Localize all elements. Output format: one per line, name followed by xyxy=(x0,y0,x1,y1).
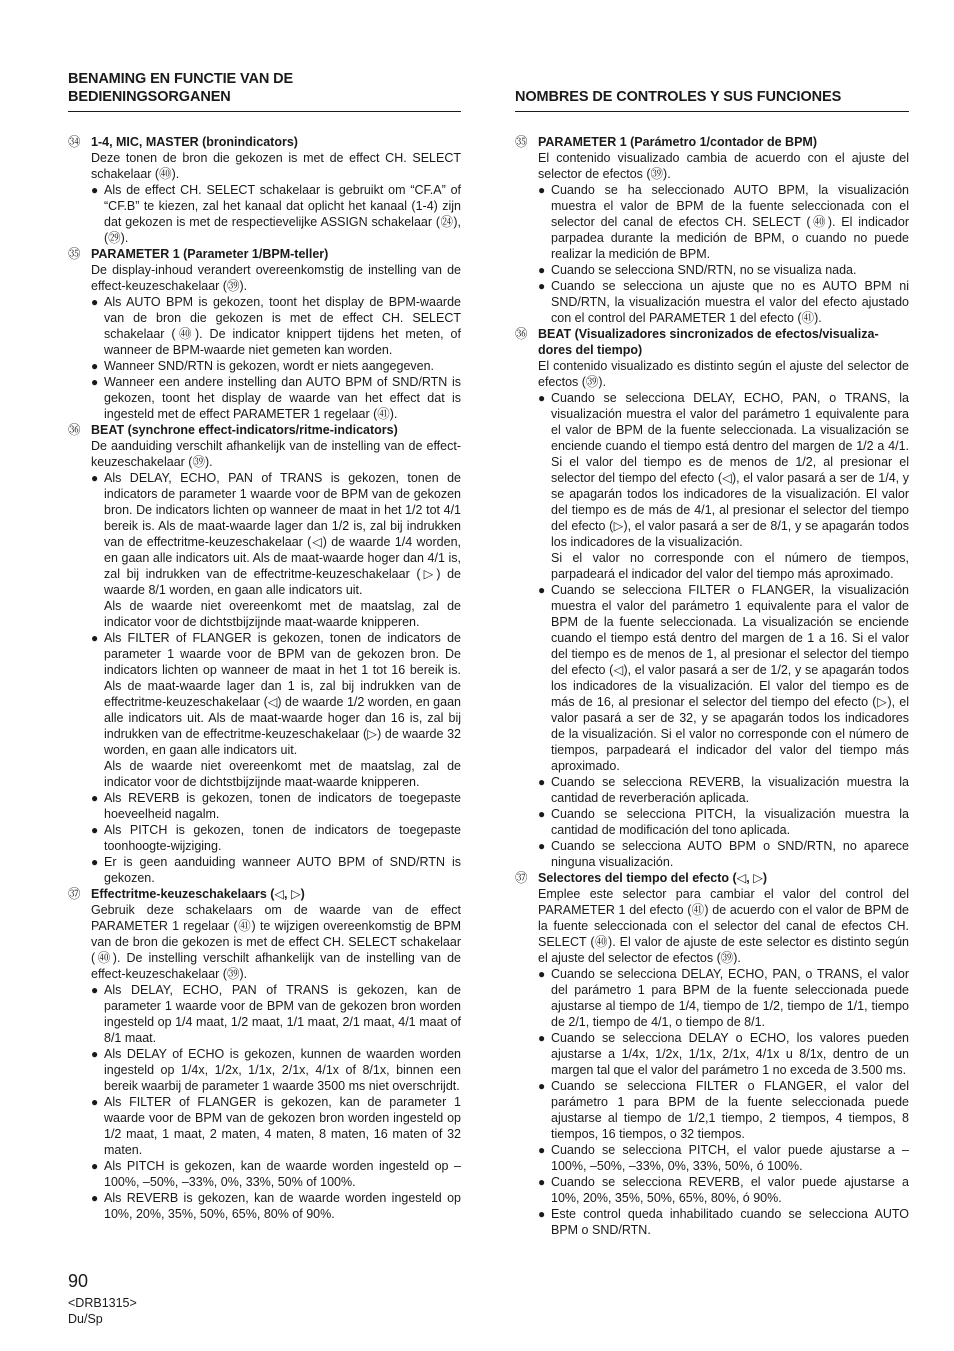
bullet-text: Cuando se selecciona FILTER o FLANGER, el valor del parámetro 1 para BPM de la fuente seleccionada puede ajustarse al tiempo de 1/2,1 tiempo, 2 tiempos, 4 tiempos, 8 tiempos, 16 tiempos, o 32 tiempos. xyxy=(551,1079,909,1141)
bullet-content xyxy=(104,822,461,854)
heading-line-1: BENAMING EN FUNCTIE VAN DE xyxy=(68,71,294,87)
heading-line-2: BEDIENINGSORGANEN xyxy=(68,89,231,105)
bullet-item xyxy=(91,1046,461,1094)
bullet-text: Cuando se selecciona DELAY o ECHO, los valores pueden ajustarse a 1/4x, 1/2x, 1/1x, 2/1x, 4/1x u 8/1x, dentro de un margen tal que el valor del parámetro 1 no exceda de 3.500 ms. xyxy=(551,1031,909,1077)
bullet-text: Cuando se selecciona AUTO BPM o SND/RTN, no aparece ninguna visualización. xyxy=(551,839,909,869)
section-title xyxy=(515,326,909,358)
bullet-extra-text: Als de waarde niet overeenkomt met de maatslag, zal de indicator voor de dichtstbijzijnde maat-waarde knipperen. xyxy=(104,599,461,629)
section-title-text: 1-4, MIC, MASTER (bronindicators) xyxy=(91,135,298,149)
section-paragraph: Deze tonen de bron die gekozen is met de effect CH. SELECT schakelaar (㊵). xyxy=(91,151,461,181)
bullet-dot-icon: ● xyxy=(538,1079,546,1093)
section-title-text: Effectritme-keuzeschakelaars (◁, ▷) xyxy=(91,887,305,901)
section-item xyxy=(515,326,909,870)
bullet-item xyxy=(91,358,461,374)
bullet-content xyxy=(551,262,909,278)
bullet-content xyxy=(551,774,909,806)
bullet-item xyxy=(538,838,909,870)
section-paragraph: Emplee este selector para cambiar el valor del control del PARAMETER 1 del efecto (㊶) de acuerdo con el valor de BPM de la fuente seleccionada con el selector del canal de efectos CH. SELECT (㊵). El valor de ajuste de este selector es distinto según el ajuste del selector de efectos (㊴). xyxy=(538,887,909,965)
bullet-content xyxy=(104,854,461,886)
section-number: ㉟ xyxy=(515,135,528,149)
bullet-content xyxy=(551,182,909,262)
bullet-dot-icon: ● xyxy=(538,1207,546,1221)
bullet-item xyxy=(538,1078,909,1142)
bullet-text: Cuando se selecciona DELAY, ECHO, PAN, o TRANS, el valor del parámetro 1 para BPM de la fuente seleccionada puede ajustarse al tiempo de 1/4, tiempo de 1/2, tiempo de 1/1, tiempo de 2/1, tiempo de 4/1, o tiempo de 8/1. xyxy=(551,967,909,1029)
bullet-content xyxy=(104,790,461,822)
bullet-dot-icon: ● xyxy=(538,583,546,597)
heading-line-2: NOMBRES DE CONTROLES Y SUS FUNCIONES xyxy=(515,89,842,105)
right-body xyxy=(515,134,909,1238)
bullet-text: Cuando se selecciona DELAY, ECHO, PAN, o TRANS, la visualización muestra el valor del parámetro 1 equivalente para el valor de BPM de la fuente seleccionada. La visualización se enciende cuando el tiempo está dentro del margen de 1/2 a 4/1. Si el valor del tiempo es de menos de 1/2, al presionar el selector del tiempo del efecto (◁), el valor pasará a ser de 1/4, y se apagarán todos los indicadores de la visualización. El valor del tiempo es de más de 4/1, al presionar el selector del tiempo del efecto (▷), el valor pasará a ser de 8/1, y se apagarán todos los indicadores de la visualización. xyxy=(551,391,909,549)
bullet-text: Er is geen aanduiding wanneer AUTO BPM of SND/RTN is gekozen. xyxy=(104,855,461,885)
bullet-item xyxy=(538,582,909,774)
bullet-content xyxy=(551,390,909,582)
bullet-content xyxy=(104,1190,461,1222)
bullet-text: Cuando se selecciona SND/RTN, no se visualiza nada. xyxy=(551,263,857,277)
bullet-extra-text: Als de waarde niet overeenkomt met de maatslag, zal de indicator voor de dichtstbijzijnde maat-waarde knipperen. xyxy=(104,759,461,789)
bullet-text: Als PITCH is gekozen, kan de waarde worden ingesteld op –100%, –50%, –33%, 0%, 33%, 50% of 100%. xyxy=(104,1159,461,1189)
bullet-item xyxy=(538,1030,909,1078)
bullet-dot-icon: ● xyxy=(91,1159,99,1173)
bullet-content xyxy=(551,966,909,1030)
bullet-content xyxy=(551,1174,909,1206)
section-title xyxy=(515,134,909,150)
bullet-text: Als AUTO BPM is gekozen, toont het display de BPM-waarde van de bron die gekozen is met de effect CH. SELECT schakelaar (㊵). De indicator knippert tijdens het meten, of wanneer de BPM-waarde niet gemeten kan worden. xyxy=(104,295,461,357)
bullet-item xyxy=(91,374,461,422)
bullet-item xyxy=(91,182,461,246)
section-title-text: Selectores del tiempo del efecto (◁, ▷) xyxy=(538,871,768,885)
section-item xyxy=(515,870,909,1238)
bullet-dot-icon: ● xyxy=(91,1095,99,1109)
section-title xyxy=(68,886,461,902)
bullet-dot-icon: ● xyxy=(538,183,546,197)
bullet-content xyxy=(104,374,461,422)
bullet-dot-icon: ● xyxy=(91,1191,99,1205)
footer-code: <DRB1315> xyxy=(68,1296,137,1310)
bullet-dot-icon: ● xyxy=(538,279,546,293)
section-title xyxy=(68,422,461,438)
bullet-text: Cuando se selecciona REVERB, la visualización muestra la cantidad de reverberación aplicada. xyxy=(551,775,909,805)
bullet-text: Wanneer een andere instelling dan AUTO BPM of SND/RTN is gekozen, toont het display de waarde van het effect dat is ingesteld met de effect PARAMETER 1 regelaar (㊶). xyxy=(104,375,461,421)
bullet-item xyxy=(91,630,461,790)
bullet-item xyxy=(538,1206,909,1238)
section-title xyxy=(68,246,461,262)
bullet-item xyxy=(538,1142,909,1174)
page-number: 90 xyxy=(68,1271,89,1291)
bullet-text: Als REVERB is gekozen, kan de waarde worden ingesteld op 10%, 20%, 35%, 50%, 65%, 80% of 90%. xyxy=(104,1191,461,1221)
section-paragraph: Gebruik deze schakelaars om de waarde van de effect PARAMETER 1 regelaar (㊶) te wijzigen overeenkomstig de BPM van de bron die gekozen is met de effect CH. SELECT schakelaar (㊵). De instelling verschilt afhankelijk van de instelling van de effect-keuzeschakelaar (㊴). xyxy=(91,903,461,981)
bullet-content xyxy=(104,470,461,630)
bullet-dot-icon: ● xyxy=(91,823,99,837)
bullet-text: Als DELAY of ECHO is gekozen, kunnen de waarden worden ingesteld op 1/4x, 1/2x, 1/1x, 2/1x, 4/1x of 8/1x, binnen een bereik waarbij de parameter 1 waarde 3500 ms niet overschrijdt. xyxy=(104,1047,461,1093)
bullet-item xyxy=(538,390,909,582)
bullet-dot-icon: ● xyxy=(91,983,99,997)
footer-lang: Du/Sp xyxy=(68,1312,103,1326)
left-body xyxy=(68,134,461,1222)
section-number: ㊱ xyxy=(68,423,81,437)
section-title-text: PARAMETER 1 (Parámetro 1/contador de BPM) xyxy=(538,135,817,149)
bullet-content xyxy=(551,1030,909,1078)
bullet-item xyxy=(538,278,909,326)
bullet-item xyxy=(538,806,909,838)
bullet-item xyxy=(91,1158,461,1190)
section-item xyxy=(515,134,909,326)
bullet-content xyxy=(104,1094,461,1158)
bullet-text: Als de effect CH. SELECT schakelaar is gebruikt om “CF.A” of “CF.B” te kiezen, zal het kanaal dat oplicht het kanaal (1-4) zijn dat gekozen is met de respectievelijke ASSIGN schakelaar (㉔), (㉙). xyxy=(104,183,461,245)
section-title xyxy=(68,134,461,150)
bullet-content xyxy=(551,806,909,838)
bullet-dot-icon: ● xyxy=(91,791,99,805)
section-item xyxy=(68,134,461,246)
bullet-item xyxy=(91,854,461,886)
bullet-item xyxy=(538,1174,909,1206)
bullet-content xyxy=(104,1158,461,1190)
bullet-dot-icon: ● xyxy=(91,375,99,389)
section-heading xyxy=(515,68,909,112)
bullet-text: Als PITCH is gekozen, tonen de indicators de toegepaste toonhoogte-wijziging. xyxy=(104,823,461,853)
bullet-text: Cuando se selecciona FILTER o FLANGER, la visualización muestra el valor del parámetro 1 equivalente para el valor de BPM de la fuente seleccionada. La visualización se enciende cuando el tiempo está dentro del margen de 1 a 16. Si el valor del tiempo es de menos de 1, al presionar el selector del tiempo del efecto (◁), el valor pasará a ser de 1/2, y se apagarán todos los indicadores de la visualización. El valor del tiempo es de más de 16, al presionar el selector del tiempo del efecto (▷), el valor pasará a ser de 32, y se apagarán todos los indicadores de la visualización. Si el valor no corresponde con el número de tiempos, parpadeará el indicador del valor del tiempo más aproximado. xyxy=(551,583,909,773)
bullet-dot-icon: ● xyxy=(538,807,546,821)
bullet-text: Cuando se selecciona PITCH, el valor puede ajustarse a –100%, –50%, –33%, 0%, 33%, 50%, ó 100%. xyxy=(551,1143,909,1173)
bullet-item xyxy=(91,1094,461,1158)
bullet-dot-icon: ● xyxy=(538,1031,546,1045)
section-title-text: PARAMETER 1 (Parameter 1/BPM-teller) xyxy=(91,247,329,261)
bullet-content xyxy=(551,1142,909,1174)
bullet-dot-icon: ● xyxy=(538,1143,546,1157)
bullet-content xyxy=(551,582,909,774)
bullet-dot-icon: ● xyxy=(538,263,546,277)
section-item xyxy=(68,246,461,422)
bullet-content xyxy=(551,278,909,326)
bullet-extra-text: Si el valor no corresponde con el número de tiempos, parpadeará el indicador del valor del tiempo más aproximado. xyxy=(551,551,909,581)
bullet-text: Este control queda inhabilitado cuando se selecciona AUTO BPM o SND/RTN. xyxy=(551,1207,909,1237)
bullet-text: Als REVERB is gekozen, tonen de indicators de toegepaste hoeveelheid nagalm. xyxy=(104,791,461,821)
bullet-text: Cuando se ha seleccionado AUTO BPM, la visualización muestra el valor de BPM de la fuente seleccionada con el selector del canal de efectos CH. SELECT (㊵). El indicador parpadea durante la medición de BPM, o cuando no puede realizar la medición de BPM. xyxy=(551,183,909,261)
bullet-dot-icon: ● xyxy=(91,631,99,645)
bullet-item xyxy=(538,774,909,806)
section-heading xyxy=(68,68,461,112)
bullet-content xyxy=(104,630,461,790)
bullet-text: Cuando se selecciona PITCH, la visualización muestra la cantidad de modificación del tono aplicada. xyxy=(551,807,909,837)
bullet-text: Cuando se selecciona REVERB, el valor puede ajustarse a 10%, 20%, 35%, 50%, 65%, 80%, ó 90%. xyxy=(551,1175,909,1205)
bullet-dot-icon: ● xyxy=(91,183,99,197)
bullet-item xyxy=(91,822,461,854)
bullet-dot-icon: ● xyxy=(538,391,546,405)
bullet-dot-icon: ● xyxy=(538,839,546,853)
bullet-item xyxy=(91,982,461,1046)
bullet-item xyxy=(91,1190,461,1222)
bullet-content xyxy=(551,838,909,870)
bullet-content xyxy=(551,1206,909,1238)
bullet-text: Als FILTER of FLANGER is gekozen, kan de parameter 1 waarde voor de BPM van de gekozen bron worden ingesteld op 1/2 maat, 1 maat, 2 maten, 4 maten, 8 maten, 16 maten of 32 maten. xyxy=(104,1095,461,1157)
section-paragraph: El contenido visualizado cambia de acuerdo con el ajuste del selector de efectos (㊴). xyxy=(538,151,909,181)
bullet-text: Als DELAY, ECHO, PAN of TRANS is gekozen, tonen de indicators de parameter 1 waarde voor de BPM van de gekozen bron. De indicators lichten op wanneer de maat in het 1/2 tot 4/1 bereik is. Als de maat-waarde lager dan 1/2 is, zal bij indrukken van de effectritme-keuzeschakelaar (◁) de waarde 1/4 worden, en gaan alle indicators uit. Als de maat-waarde hoger dan 4/1 is, zal bij indrukken van de effectritme-keuzeschakelaar (▷) de waarde 8/1 worden, en gaan alle indicators uit. xyxy=(104,471,461,597)
bullet-item xyxy=(91,470,461,630)
bullet-text: Cuando se selecciona un ajuste que no es AUTO BPM ni SND/RTN, la visualización muestra el valor del efecto ajustado con el control del PARAMETER 1 del efecto (㊶). xyxy=(551,279,909,325)
section-item xyxy=(68,422,461,886)
bullet-item xyxy=(538,182,909,262)
bullet-dot-icon: ● xyxy=(91,1047,99,1061)
section-number: ㉞ xyxy=(68,135,81,149)
section-title-text: BEAT (synchrone effect-indicators/ritme-indicators) xyxy=(91,423,398,437)
bullet-dot-icon: ● xyxy=(91,855,99,869)
bullet-text: Wanneer SND/RTN is gekozen, wordt er niets aangegeven. xyxy=(104,359,435,373)
section-number: ㊲ xyxy=(515,871,528,885)
bullet-dot-icon: ● xyxy=(538,775,546,789)
section-number: ㉟ xyxy=(68,247,81,261)
section-paragraph: El contenido visualizado es distinto según el ajuste del selector de efectos (㊴). xyxy=(538,359,909,389)
bullet-dot-icon: ● xyxy=(538,1175,546,1189)
bullet-item xyxy=(538,262,909,278)
section-item xyxy=(68,886,461,1222)
section-number: ㊱ xyxy=(515,327,528,341)
bullet-dot-icon: ● xyxy=(91,471,99,485)
bullet-content xyxy=(551,1078,909,1142)
bullet-item xyxy=(91,294,461,358)
bullet-item xyxy=(91,790,461,822)
bullet-content xyxy=(104,1046,461,1094)
section-paragraph: De display-inhoud verandert overeenkomstig de instelling van de effect-keuzeschakelaar (㊴). xyxy=(91,263,461,293)
bullet-dot-icon: ● xyxy=(538,967,546,981)
bullet-content xyxy=(104,358,461,374)
section-number: ㊲ xyxy=(68,887,81,901)
section-title-text: BEAT (Visualizadores sincronizados de efectos/visualiza-dores del tiempo) xyxy=(538,327,879,357)
bullet-dot-icon: ● xyxy=(91,359,99,373)
bullet-dot-icon: ● xyxy=(91,295,99,309)
section-paragraph: De aanduiding verschilt afhankelijk van de instelling van de effect-keuzeschakelaar (㊴). xyxy=(91,439,461,469)
bullet-text: Als DELAY, ECHO, PAN of TRANS is gekozen, kan de parameter 1 waarde voor de BPM van de gekozen bron worden ingesteld op 1/4 maat, 1/2 maat, 1/1 maat, 2/1 maat, 4/1 maat of 8/1 maat. xyxy=(104,983,461,1045)
bullet-item xyxy=(538,966,909,1030)
bullet-content xyxy=(104,294,461,358)
bullet-content xyxy=(104,182,461,246)
bullet-content xyxy=(104,982,461,1046)
bullet-text: Als FILTER of FLANGER is gekozen, tonen de indicators de parameter 1 waarde voor de BPM van de gekozen bron. De indicators lichten op wanneer de maat in het 1 tot 16 bereik is. Als de maat-waarde lager dan 1 is, zal bij indrukken van de effectritme-keuzeschakelaar (◁) de waarde 1/2 worden, en gaan alle indicators uit. Als de maat-waarde hoger dan 16 is, zal bij indrukken van de effectritme-keuzeschakelaar (▷) de waarde 32 worden, en gaan alle indicators uit. xyxy=(104,631,461,757)
section-title xyxy=(515,870,909,886)
